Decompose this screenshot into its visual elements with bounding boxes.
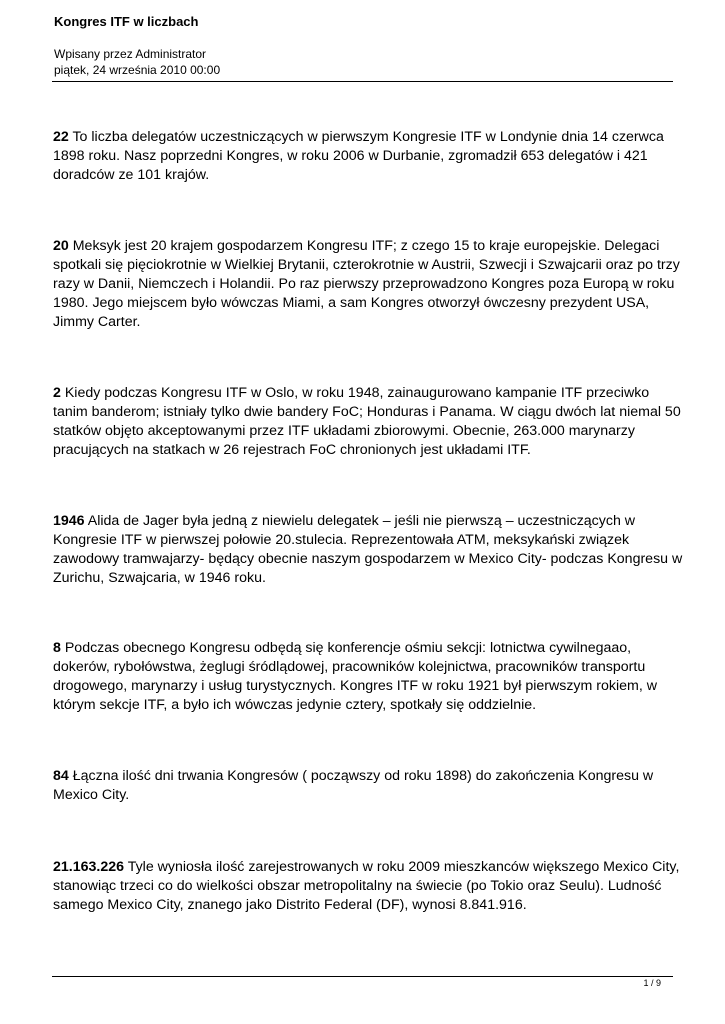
fact-paragraph	[53, 767, 683, 805]
fact-paragraph	[53, 237, 683, 332]
fact-text: Tyle wyniosła ilość zarejestrowanych w roku 2009 mieszkanców większego Mexico City, stanowiąc trzeci co do wielkości obszar metropolitalny na świecie (po Tokio oraz Seulu). Ludność samego Mexico City, znanego jako Distrito Federal (DF), wynosi 8.841.916.	[53, 859, 680, 913]
fact-number: 8	[53, 640, 61, 656]
fact-paragraph	[53, 512, 683, 588]
fact-number: 1946	[53, 513, 85, 529]
fact-number: 22	[53, 129, 69, 145]
date-line: piątek, 24 września 2010 00:00	[54, 63, 221, 77]
fact-paragraph	[53, 128, 683, 185]
author-line: Wpisany przez Administrator	[54, 47, 207, 61]
fact-text: Podczas obecnego Kongresu odbędą się konferencje ośmiu sekcji: lotnictwa cywilnegaao, dokerów, rybołówstwa, żeglugi śródlądowej, pracowników kolejnictwa, pracowników transportu drogowego, marynarzy i usług turystycznych. Kongres ITF w roku 1921 był pierwszym rokiem, w którym sekcje ITF, a było ich wówczas jedynie cztery, spotkały się oddzielnie.	[53, 640, 657, 713]
fact-text: Alida de Jager była jedną z niewielu delegatek – jeśli nie pierwszą – uczestniczących w Kongresie ITF w pierwszej połowie 20.stulecia. Reprezentowała ATM, meksykański związek zawodowy tramwajarzy- będący obecnie naszym gospodarzem w Mexico City- podczas Kongresu w Zurichu, Szwajcaria, w 1946 roku.	[53, 513, 683, 586]
page-indicator: 1 / 9	[643, 978, 661, 988]
fact-paragraph	[53, 858, 683, 915]
fact-number: 21.163.226	[53, 859, 125, 875]
fact-number: 2	[53, 385, 61, 401]
fact-paragraph	[53, 639, 683, 715]
fact-paragraph	[53, 384, 683, 460]
fact-text: Kiedy podczas Kongresu ITF w Oslo, w roku 1948, zainaugurowano kampanie ITF przeciwko tanim banderom; istniały tylko dwie bandery FoC; Honduras i Panama. W ciągu dwóch lat niemal 50 statków objęto akceptowanymi przez ITF układami zbiorowymi. Obecnie, 263.000 marynarzy pracujących na statkach w 26 rejestrach FoC chronionych jest układami ITF.	[53, 385, 681, 458]
fact-number: 20	[53, 238, 69, 254]
fact-number: 84	[53, 768, 69, 784]
fact-text: Meksyk jest 20 krajem gospodarzem Kongresu ITF; z czego 15 to kraje europejskie. Delegaci spotkali się pięciokrotnie w Wielkiej Brytanii, czterokrotnie w Austrii, Szwecji i Szwajcarii oraz po trzy razy w Danii, Niemczech i Holandii. Po raz pierwszy przeprowadzono Kongres poza Europą w roku 1980. Jego miejscem było wówczas Miami, a sam Kongres otworzył ówczesny prezydent USA, Jimmy Carter.	[53, 238, 680, 330]
fact-text: Łączna ilość dni trwania Kongresów ( począwszy od roku 1898) do zakończenia Kongresu w Mexico City.	[53, 768, 654, 803]
header-divider	[52, 81, 673, 82]
page-title: Kongres ITF w liczbach	[54, 14, 199, 29]
footer-divider	[52, 976, 673, 977]
article-meta	[54, 46, 220, 78]
fact-text: To liczba delegatów uczestniczących w pierwszym Kongresie ITF w Londynie dnia 14 czerwca 1898 roku. Nasz poprzedni Kongres, w roku 2006 w Durbanie, zgromadził 653 delegatów i 421 doradców ze 101 krajów.	[53, 129, 664, 183]
